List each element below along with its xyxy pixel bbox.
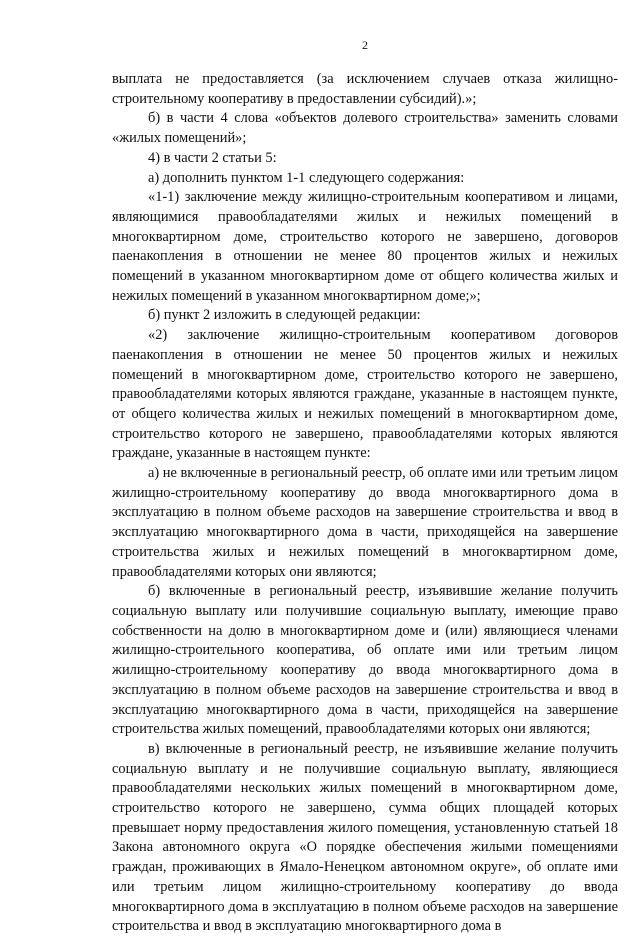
paragraph: б) в части 4 слова «объектов долевого строительства» заменить словами «жилых помещений»; (112, 110, 618, 147)
paragraph: 4) в части 2 статьи 5: (148, 149, 277, 166)
paragraph: б) включенные в региональный реестр, изъявившие желание получить социальную выплату или получившие социальную выплату, имеющие право собственности на долю в многоквартирном доме и (или) являющиеся членами жилищно-строительного кооператива, об оплате ими или третьим лицом жилищно-строительному кооперативу до ввода многоквартирного дома в эксплуатацию в полном объеме расходов на завершение строительства и ввод в эксплуатацию многоквартирного дома в части, приходящейся на завершение строительства жилых помещений, правообладателями которых они являются; (112, 583, 618, 738)
paragraph: а) не включенные в региональный реестр, об оплате ими или третьим лицом жилищно-строительному кооперативу до ввода многоквартирного дома в эксплуатацию в полном объеме расходов на завершение строительства и ввод в эксплуатацию многоквартирного дома в части, приходящейся на завершение строительства жилых и нежилых помещений в многоквартирном доме, правообладателями которых они являются; (112, 465, 618, 580)
document-body (112, 70, 618, 937)
page-number: 2 (362, 38, 368, 52)
paragraph: б) пункт 2 изложить в следующей редакции: (148, 307, 421, 324)
paragraph: а) дополнить пунктом 1-1 следующего содержания: (148, 169, 465, 186)
paragraph: «2) заключение жилищно-строительным кооперативом договоров паенакопления в отношении не менее 50 процентов жилых и нежилых помещений в многоквартирном доме, строительство которого не завершено, правообладателями которых являются граждане, указанные в настоящем пункте, от общего количества жилых и нежилых помещений в многоквартирном доме, строительство которого не завершено, правообладателями которых являются граждане, указанные в настоящем пункте: (112, 327, 618, 462)
paragraph: выплата не предоставляется (за исключением случаев отказа жилищно-строительному кооперативу в предоставлении субсидий).»; (112, 71, 618, 107)
paragraph: «1-1) заключение между жилищно-строительным кооперативом и лицами, являющимися правообладателями жилых и нежилых помещений в многоквартирном доме, строительство которого не завершено, договоров паенакопления в отношении не менее 80 процентов жилых и нежилых помещений в указанном многоквартирном доме от общего количества жилых и нежилых помещений в указанном многоквартирном доме;»; (112, 189, 618, 304)
paragraph: в) включенные в региональный реестр, не изъявившие желание получить социальную выплату и не получившие социальную выплату, являющиеся правообладателями нескольких жилых помещений в многоквартирном доме, строительство которого не завершено, сумма общих площадей которых превышает норму предоставления жилого помещения, установленную статьей 18 Закона автономного округа «О порядке обеспечения жилыми помещениями граждан, проживающих в Ямало-Ненецком автономном округе», об оплате ими или третьим лицом жилищно-строительному кооперативу до ввода многоквартирного дома в эксплуатацию в полном объеме расходов на завершение строительства и ввод в эксплуатацию многоквартирного дома в (112, 740, 618, 935)
